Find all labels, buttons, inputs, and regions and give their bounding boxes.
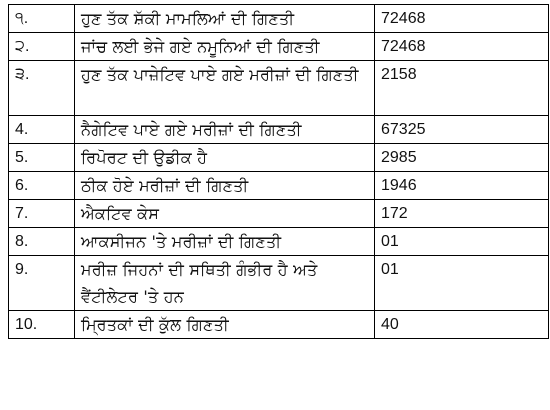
row-value: 67325 [375,116,549,144]
row-description: ਨੈਗੇਟਿਵ ਪਾਏ ਗਏ ਮਰੀਜ਼ਾਂ ਦੀ ਗਿਣਤੀ [75,116,375,144]
row-value: 40 [375,311,549,339]
row-description: ਰਿਪੋਰਟ ਦੀ ਉਡੀਕ ਹੈ [75,144,375,172]
row-number: 4. [9,116,75,144]
row-value: 01 [375,256,549,311]
row-value: 1946 [375,172,549,200]
row-description: ਠੀਕ ਹੋਏ ਮਰੀਜ਼ਾਂ ਦੀ ਗਿਣਤੀ [75,172,375,200]
row-number: 8. [9,228,75,256]
table-row [9,61,549,116]
row-value: 72468 [375,5,549,33]
table-row [9,311,549,339]
row-number: 5. [9,144,75,172]
row-number: ੧. [9,5,75,33]
row-description: ਹੁਣ ਤੱਕ ਪਾਜ਼ੇਟਿਵ ਪਾਏ ਗਏ ਮਰੀਜ਼ਾਂ ਦੀ ਗਿਣਤੀ [75,61,375,116]
row-number: 9. [9,256,75,311]
table-row [9,33,549,61]
row-number: 6. [9,172,75,200]
row-value: 2158 [375,61,549,116]
row-description: ਐਕਟਿਵ ਕੇਸ [75,200,375,228]
table-row [9,172,549,200]
row-number: 10. [9,311,75,339]
row-description: ਆਕਸੀਜਨ 'ਤੇ ਮਰੀਜ਼ਾਂ ਦੀ ਗਿਣਤੀ [75,228,375,256]
table-row [9,116,549,144]
row-value: 2985 [375,144,549,172]
row-description: ਮ੍ਰਿਤਕਾਂ ਦੀ ਕੁੱਲ ਗਿਣਤੀ [75,311,375,339]
table-row [9,144,549,172]
table-row [9,200,549,228]
row-number: ੨. [9,33,75,61]
row-description: ਹੁਣ ਤੱਕ ਸ਼ੱਕੀ ਮਾਮਲਿਆਂ ਦੀ ਗਿਣਤੀ [75,5,375,33]
row-description: ਮਰੀਜ਼ ਜਿਹਨਾਂ ਦੀ ਸਥਿਤੀ ਗੰਭੀਰ ਹੈ ਅਤੇ ਵੈਂਟੀਲੇਟਰ 'ਤੇ ਹਨ [75,256,375,311]
table-row [9,256,549,311]
row-value: 01 [375,228,549,256]
covid-stats-table [8,4,549,339]
table-row [9,228,549,256]
row-description: ਜਾਂਚ ਲਈ ਭੇਜੇ ਗਏ ਨਮੂਨਿਆਂ ਦੀ ਗਿਣਤੀ [75,33,375,61]
row-number: 7. [9,200,75,228]
row-number: ੩. [9,61,75,116]
table-row [9,5,549,33]
row-value: 72468 [375,33,549,61]
row-value: 172 [375,200,549,228]
